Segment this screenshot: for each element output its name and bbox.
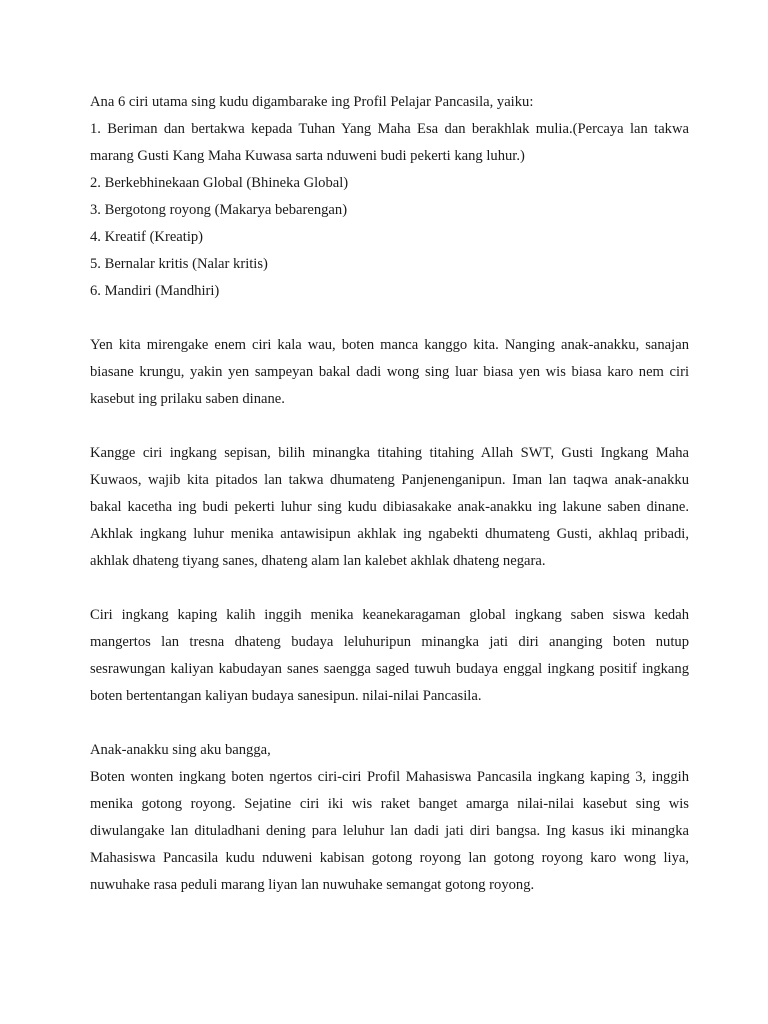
list-item-6: 6. Mandiri (Mandhiri) [90,283,220,299]
paragraph-3: Ciri ingkang kaping kalih inggih menika keanekaragaman global ingkang saben siswa kedah mangertos lan tresna dhateng budaya leluhuripun minangka jati diri ananging boten nutup sesrawungan kaliyan kabudayan sanes saengga saged tuwuh budaya enggal ingkang positif ingkang boten bertentangan kaliyan budaya sanesipun. nilai-nilai Pancasila. [90,607,689,704]
paragraph-2: Kangge ciri ingkang sepisan, bilih minangka titahing titahing Allah SWT, Gusti Ingkang Maha Kuwaos, wajib kita pitados lan takwa dhumateng Panjenenganipun. Iman lan taqwa anak-anakku bakal kacetha ing budi pekerti luhur sing kudu dibiasakake anak-anakku ing lakune saben dinane. Akhlak ingkang luhur menika antawisipun akhlak ing ngabekti dhumateng Gusti, akhlaq pribadi, akhlak dhateng tiyang sanes, dhateng alam lan kalebet akhlak dhateng negara. [90,445,689,569]
paragraph-4: Boten wonten ingkang boten ngertos ciri-ciri Profil Mahasiswa Pancasila ingkang kaping 3, inggih menika gotong royong. Sejatine ciri iki wis raket banget amarga nilai-nilai kasebut sing wis diwulangake lan dituladhani dening para leluhur lan dadi jati diri bangsa. Ing kasus iki minangka Mahasiswa Pancasila kudu nduweni kabisan gotong royong lan gotong royong karo wong liya, nuwuhake rasa peduli marang liyan lan nuwuhake semangat gotong royong. [90,769,689,893]
list-item-4: 4. Kreatif (Kreatip) [90,229,204,245]
greeting-line: Anak-anakku sing aku bangga, [90,742,271,758]
paragraph-spacer [90,413,689,440]
list-item-3: 3. Bergotong royong (Makarya bebarengan) [90,202,348,218]
list-item-1: 1. Beriman dan bertakwa kepada Tuhan Yang Maha Esa dan berakhlak mulia.(Percaya lan takwa marang Gusti Kang Maha Kuwasa sarta nduweni budi pekerti kang luhur.) [90,121,689,164]
paragraph-1: Yen kita mirengake enem ciri kala wau, boten manca kanggo kita. Nanging anak-anakku, sanajan biasane krungu, yakin yen sampeyan bakal dadi wong sing luar biasa yen wis biasa karo nem ciri kasebut ing prilaku saben dinane. [90,337,689,407]
paragraph-spacer [90,575,689,602]
paragraph-spacer [90,710,689,737]
intro-line: Ana 6 ciri utama sing kudu digambarake ing Profil Pelajar Pancasila, yaiku: [90,94,534,110]
paragraph-spacer [90,305,689,332]
list-item-5: 5. Bernalar kritis (Nalar kritis) [90,256,268,272]
list-item-2: 2. Berkebhinekaan Global (Bhineka Global) [90,175,349,191]
document-page [90,89,689,899]
